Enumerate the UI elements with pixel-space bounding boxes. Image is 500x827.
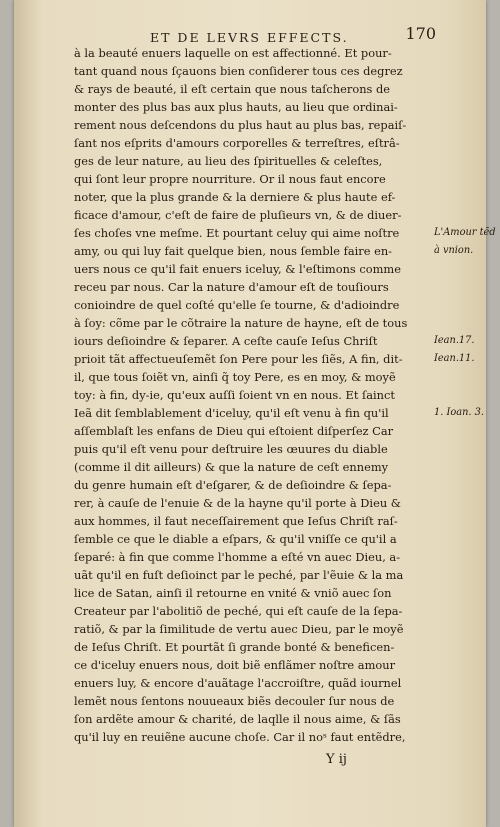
text-line: lice de Satan, ainſi il retourne en vnité & vniõ auec ſon bbox=[74, 586, 392, 600]
text-line: tant quand nous ſçauons bien conſiderer tous ces degrez bbox=[74, 64, 403, 78]
running-head: ET DE LEVRS EFFECTS. bbox=[150, 30, 349, 45]
text-line: lemẽt nous ſentons nouueaux biẽs decouler ſur nous de bbox=[74, 694, 395, 708]
text-line: Ieã dit ſemblablement d'iceluy, qu'il eſt venu à fin qu'il bbox=[74, 406, 389, 420]
text-line: uãt qu'il en fuſt deſioinct par le peché, par l'ẽuie & la ma bbox=[74, 568, 404, 582]
book-page bbox=[14, 0, 496, 827]
text-line: ce d'iceluy enuers nous, doit biẽ enflãmer noſtre amour bbox=[74, 658, 396, 672]
text-line: enuers luy, & encore d'auãtage l'accroiſtre, quãd iournel bbox=[74, 676, 402, 690]
page-number: 170 bbox=[405, 24, 436, 43]
text-line: ſant nos eſprits d'amours corporelles & terreſtres, eſtrâ- bbox=[74, 136, 400, 150]
text-line: ges de leur nature, au lieu des ſpirituelles & celeſtes, bbox=[74, 154, 383, 168]
text-line: iours deſioindre & ſeparer. A ceſte cauſe Ieſus Chriſt bbox=[74, 334, 378, 348]
signature-mark: Y ij bbox=[326, 752, 347, 767]
text-line: receu par nous. Car la nature d'amour eſt de touſiours bbox=[74, 280, 389, 294]
text-line: ſemble ce que le diable a eſpars, & qu'il vniſſe ce qu'il a bbox=[74, 532, 397, 546]
body-text bbox=[74, 44, 442, 746]
text-line: aſſemblaſt les enfans de Dieu qui eſtoient diſperſez Car bbox=[74, 424, 394, 438]
text-line: ſon ardẽte amour & charité, de laqlle il nous aime, & ſãs bbox=[74, 712, 401, 726]
margin-note: L'Amour tẽd bbox=[434, 227, 496, 238]
text-line: toy: à fin, dy-ie, qu'eux auſſi ſoient vn en nous. Et ſainct bbox=[74, 388, 395, 402]
text-line: à la beauté enuers laquelle on est affectionné. Et pour- bbox=[74, 46, 392, 60]
text-line: monter des plus bas aux plus hauts, au lieu que ordinai- bbox=[74, 100, 398, 114]
text-line: prioit tãt affectueuſemẽt ſon Pere pour les ſiẽs, A fin, dit- bbox=[74, 352, 403, 366]
text-line: rer, à cauſe de l'enuie & de la hayne qu'il porte à Dieu & bbox=[74, 496, 401, 510]
margin-note: 1. Ioan. 3. bbox=[434, 407, 484, 418]
margin-note: à vnion. bbox=[434, 245, 474, 256]
margin-note: Iean.17. bbox=[434, 335, 475, 346]
text-line: ficace d'amour, c'eſt de faire de pluſieurs vn, & de diuer- bbox=[74, 208, 402, 222]
text-line: uers nous ce qu'il fait enuers iceluy, & l'eſtimons comme bbox=[74, 262, 401, 276]
text-line: (comme il dit ailleurs) & que la nature de ceſt ennemy bbox=[74, 460, 389, 474]
text-line: aux hommes, il faut neceſſairement que Ieſus Chriſt raſ- bbox=[74, 514, 398, 528]
text-line: & rays de beauté, il eſt certain que nous taſcherons de bbox=[74, 82, 391, 96]
text-line: amy, ou qui luy fait quelque bien, nous ſemble faire en- bbox=[74, 244, 393, 258]
text-line: ſes choſes vne meſme. Et pourtant celuy qui aime noſtre bbox=[74, 226, 400, 240]
margin-note: Iean.11. bbox=[434, 353, 475, 364]
text-line: rement nous deſcendons du plus haut au plus bas, repaiſ- bbox=[74, 118, 407, 132]
text-line: ratiõ, & par la ſimilitude de vertu auec Dieu, par le moyẽ bbox=[74, 622, 404, 636]
text-line: du genre humain eſt d'eſgarer, & de deſioindre & ſepa- bbox=[74, 478, 392, 492]
text-line: qui ſont leur propre nourriture. Or il nous faut encore bbox=[74, 172, 386, 186]
text-line: puis qu'il eſt venu pour deſtruire les œuures du diable bbox=[74, 442, 388, 456]
text-line: il, que tous ſoiẽt vn, ainſi q̃ toy Pere, es en moy, & moyẽ bbox=[74, 370, 396, 384]
text-line: noter, que la plus grande & la derniere & plus haute ef- bbox=[74, 190, 396, 204]
text-line: ſeparé: à fin que comme l'homme a eſté vn auec Dieu, a- bbox=[74, 550, 401, 564]
text-line: qu'il luy en reuiẽne aucune choſe. Car il noˢ faut entẽdre, bbox=[74, 730, 406, 744]
text-line: à ſoy: cõme par le cõtraire la nature de hayne, eſt de tous bbox=[74, 316, 408, 330]
text-line: conioindre de quel coſté qu'elle ſe tourne, & d'adioindre bbox=[74, 298, 400, 312]
text-line: Createur par l'abolitiõ de peché, qui eſt cauſe de la ſepa- bbox=[74, 604, 403, 618]
text-line: de Ieſus Chriſt. Et pourtãt ſi grande bonté & beneficen- bbox=[74, 640, 395, 654]
